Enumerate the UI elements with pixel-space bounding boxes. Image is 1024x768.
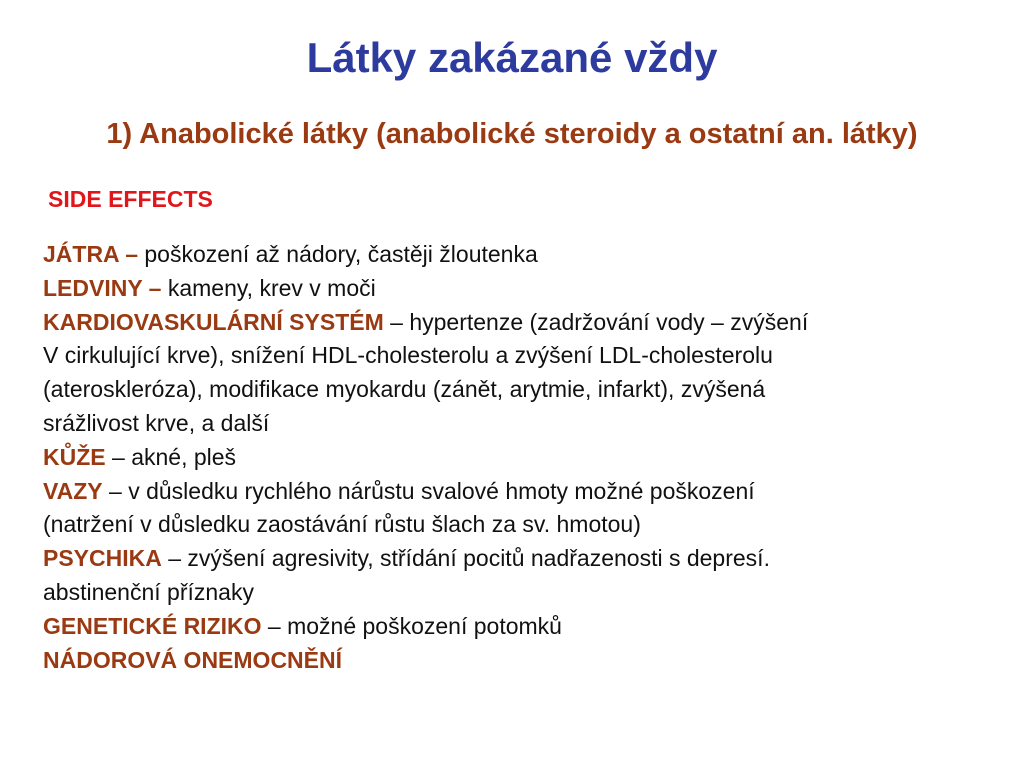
effect-psychika-cont: abstinenční příznaky bbox=[43, 578, 254, 605]
effect-label: NÁDOROVÁ ONEMOCNĚNÍ bbox=[43, 646, 343, 673]
effect-text: – v důsledku rychlého nárůstu svalové hmoty možné poškození bbox=[102, 477, 755, 504]
side-effects-heading: SIDE EFFECTS bbox=[48, 186, 213, 212]
effect-kardio-cont: (ateroskleróza), modifikace myokardu (zánět, arytmie, infarkt), zvýšená bbox=[43, 376, 766, 403]
effect-text: kameny, krev v moči bbox=[161, 274, 376, 301]
effect-kardio-cont: V cirkulující krve), snížení HDL-cholesterolu a zvýšení LDL-cholesterolu bbox=[43, 342, 773, 369]
effect-label: KARDIOVASKULÁRNÍ SYSTÉM bbox=[43, 308, 384, 335]
effect-vazy-cont: (natržení v důsledku zaostávání růstu šlach za sv. hmotou) bbox=[43, 511, 641, 538]
effect-jatra bbox=[43, 238, 1003, 272]
effect-kuze bbox=[43, 441, 1003, 475]
effect-text: – hypertenze (zadržování vody – zvýšení bbox=[383, 308, 809, 335]
effect-label: GENETICKÉ RIZIKO bbox=[43, 612, 262, 639]
effect-vazy bbox=[43, 475, 1003, 509]
slide-title: Látky zakázané vždy bbox=[306, 34, 718, 81]
effect-ledviny bbox=[43, 272, 1003, 306]
effect-label: LEDVINY – bbox=[43, 274, 162, 301]
slide-subtitle: 1) Anabolické látky (anabolické steroidy a ostatní an. látky) bbox=[106, 118, 918, 150]
effect-kardio-cont: srážlivost krve, a další bbox=[43, 409, 270, 436]
effect-label: JÁTRA – bbox=[43, 241, 138, 267]
effect-kardio bbox=[43, 306, 1003, 340]
effect-text: – akné, pleš bbox=[105, 443, 237, 470]
effect-text: poškození až nádory, častěji žloutenka bbox=[138, 241, 538, 267]
effect-label: KŮŽE bbox=[43, 443, 106, 470]
effect-psychika bbox=[43, 542, 1003, 576]
effect-text: – možné poškození potomků bbox=[261, 612, 562, 639]
effect-text: – zvýšení agresivity, střídání pocitů nadřazenosti s depresí. bbox=[161, 545, 770, 572]
effect-label: PSYCHIKA bbox=[43, 545, 162, 572]
effect-geneticke bbox=[43, 610, 1003, 644]
side-effects-list bbox=[43, 238, 1003, 677]
effect-nadorova bbox=[43, 644, 1003, 678]
effect-label: VAZY bbox=[43, 477, 103, 504]
